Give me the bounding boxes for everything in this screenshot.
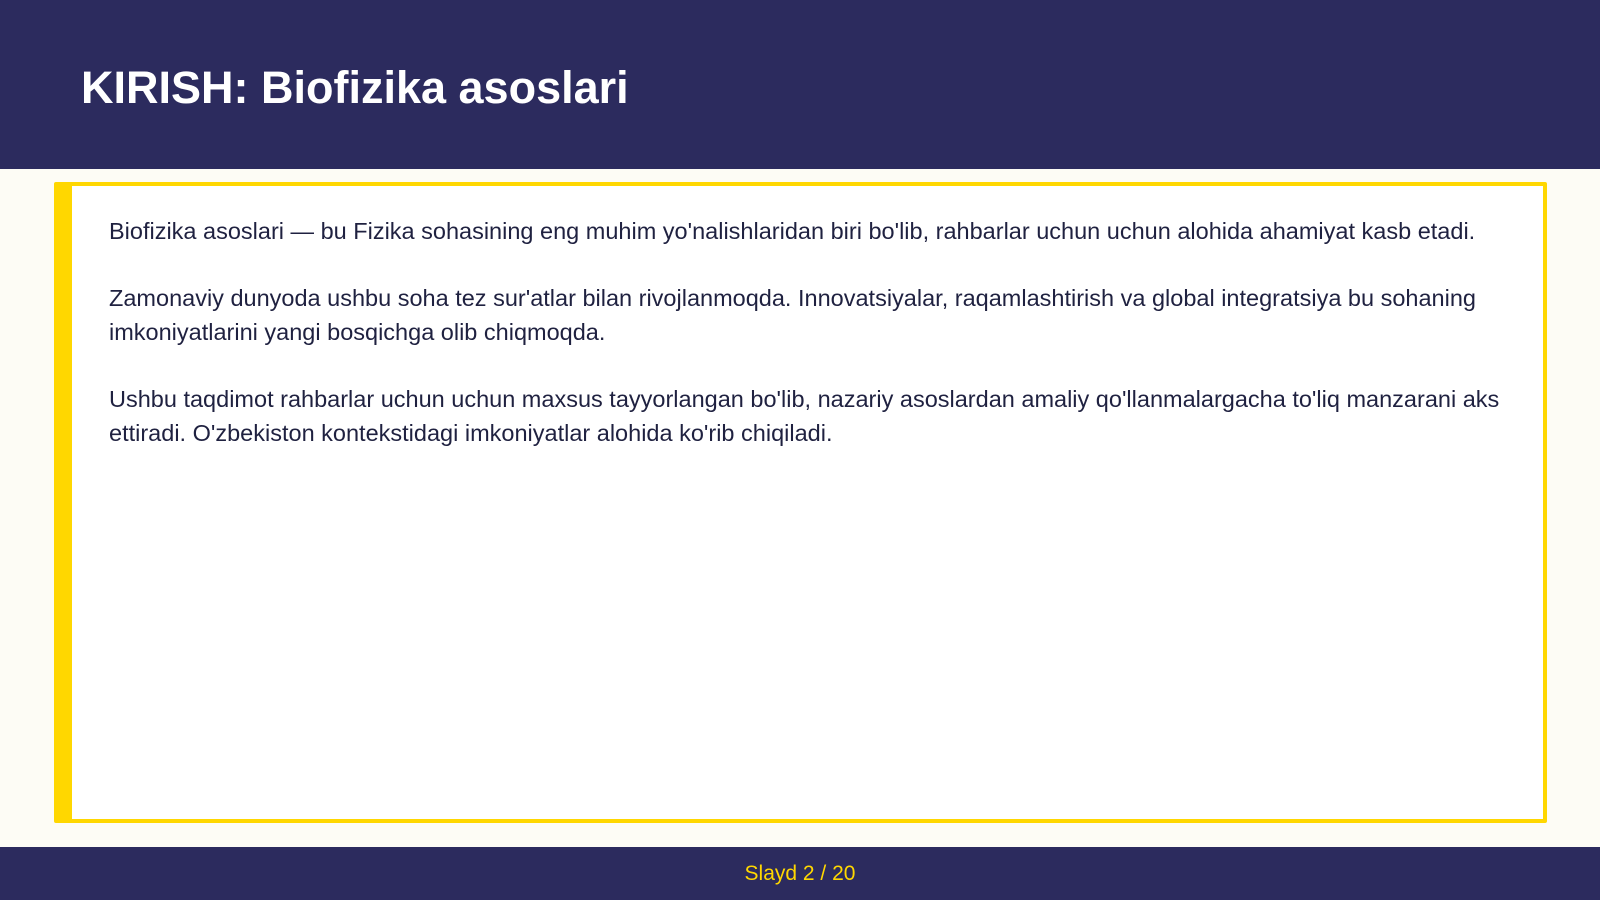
body-text — [109, 214, 1509, 483]
slide-footer — [0, 847, 1600, 900]
paragraph-presentation-purpose: Ushbu taqdimot rahbarlar uchun uchun maxsus tayyorlangan bo'lib, nazariy asoslardan amaliy qo'llanmalargacha to'liq manzarani aks ettiradi. O'zbekiston kontekstidagi imkoniyatlar alohida ko'rib chiqiladi. — [109, 386, 1500, 446]
slide-number: Slayd 2 / 20 — [744, 862, 856, 885]
slide-header — [0, 0, 1600, 169]
slide-title: KIRISH: Biofizika asoslari — [81, 62, 629, 113]
paragraph-modern-world: Zamonaviy dunyoda ushbu soha tez sur'atlar bilan rivojlanmoqda. Innovatsiyalar, raqamlashtirish va global integratsiya bu sohaning imkoniyatlarini yangi bosqichga olib chiqmoqda. — [109, 285, 1476, 345]
paragraph-intro: Biofizika asoslari — bu Fizika sohasining eng muhim yo'nalishlaridan biri bo'lib, rahbarlar uchun uchun alohida ahamiyat kasb etadi. — [109, 218, 1476, 244]
content-box — [54, 182, 1547, 823]
